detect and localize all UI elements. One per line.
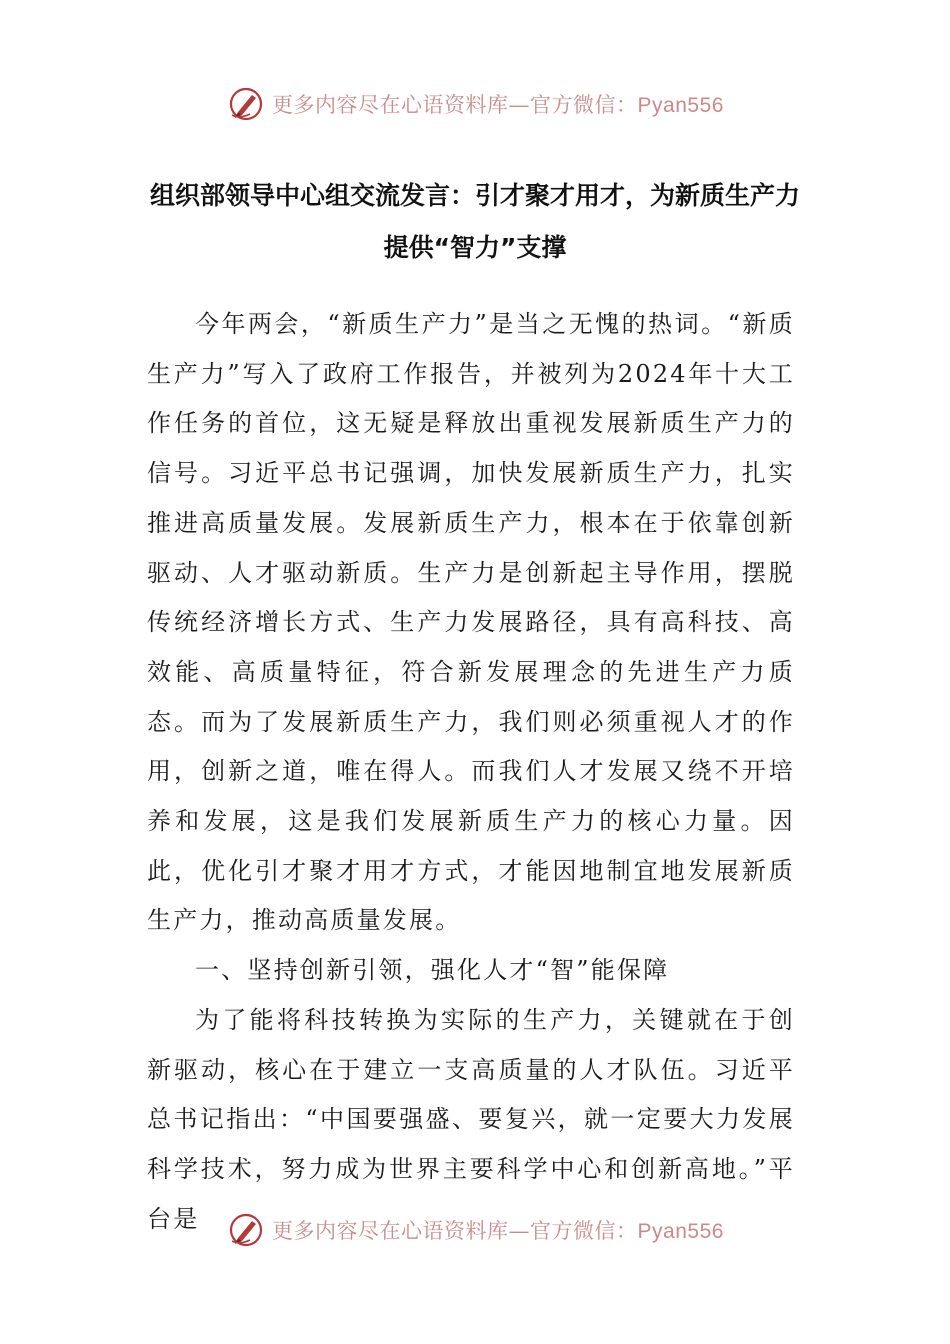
pen-nib-logo-icon [226, 1210, 266, 1250]
document-body [147, 300, 795, 1244]
document-title: 组织部领导中心组交流发言：引才聚才用才，为新质生产力提供“智力”支撑 [149, 181, 800, 262]
watermark-text: 更多内容尽在心语资料库—官方微信： [272, 1219, 638, 1243]
watermark-wechat-id: Pyan556 [637, 1220, 724, 1243]
pen-nib-logo-icon [226, 84, 266, 124]
section-1-paragraph: 为了能将科技转换为实际的生产力，关键就在于创新驱动，核心在于建立一支高质量的人才队伍。习近平总书记指出：“中国要强盛、要复兴，就一定要大力发展科学技术，努力成为世界主要科学中心和创新高地。”平台是 [147, 1005, 795, 1233]
section-heading-1: 一、坚持创新引领，强化人才“智”能保障 [195, 956, 670, 985]
intro-paragraph: 今年两会，“新质生产力”是当之无愧的热词。“新质生产力”写入了政府工作报告，并被列为2024年十大工作任务的首位，这无疑是释放出重视发展新质生产力的信号。习近平总书记强调，加快发展新质生产力，扎实推进高质量发展。发展新质生产力，根本在于依靠创新驱动、人才驱动新质。生产力是创新起主导作用，摆脱传统经济增长方式、生产力发展路径，具有高科技、高效能、高质量特征，符合新发展理念的先进生产力质态。而为了发展新质生产力，我们则必须重视人才的作用，创新之道，唯在得人。而我们人才发展又绕不开培养和发展，这是我们发展新质生产力的核心力量。因此，优化引才聚才用才方式，才能因地制宜地发展新质生产力，推动高质量发展。 [147, 310, 795, 935]
header-watermark [0, 82, 950, 126]
watermark-wechat-id: Pyan556 [637, 94, 724, 117]
footer-watermark [0, 1208, 950, 1252]
watermark-text: 更多内容尽在心语资料库—官方微信： [272, 93, 638, 117]
